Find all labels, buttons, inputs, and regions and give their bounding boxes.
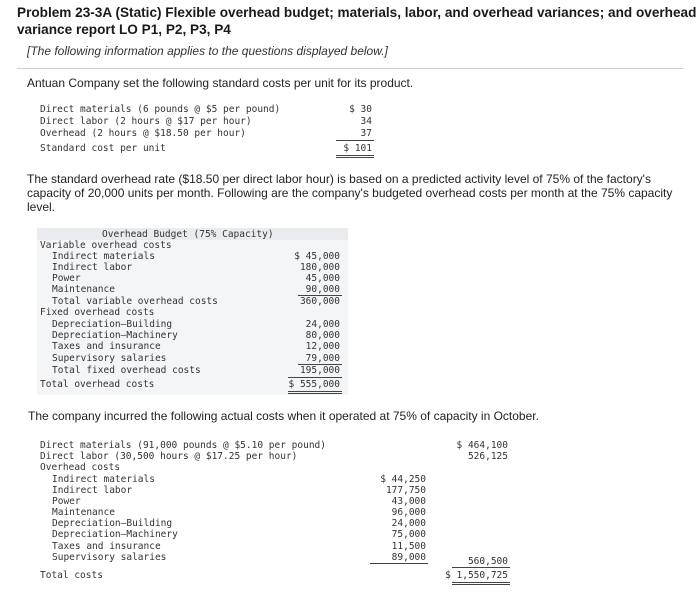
actual-overhead-item-label: Supervisory salaries xyxy=(52,552,167,563)
grand-total-value: $ 555,000 xyxy=(288,379,340,390)
actual-total-double-rule xyxy=(452,582,510,585)
problem-title xyxy=(17,4,696,38)
section-divider xyxy=(17,68,683,69)
variable-heading: Variable overhead costs xyxy=(40,240,172,251)
variable-item-value: $ 45,000 xyxy=(294,251,340,262)
fixed-item-label: Taxes and insurance xyxy=(52,341,161,352)
actual-overhead-item-value: 11,500 xyxy=(391,541,426,552)
actual-overhead-item-label: Depreciation—Building xyxy=(52,518,173,529)
fixed-item-value: 80,000 xyxy=(305,330,340,341)
grand-total-label: Total overhead costs xyxy=(40,379,155,390)
intro-text: Antuan Company set the following standard costs per unit for its product. xyxy=(27,76,414,90)
fixed-item-value: 24,000 xyxy=(305,319,340,330)
actual-overhead-total-value: 560,500 xyxy=(467,556,508,567)
actual-overhead-item-value: 75,000 xyxy=(391,529,426,540)
actual-overhead-item-value: 177,750 xyxy=(385,485,426,496)
std-subtotal-rule xyxy=(336,140,374,141)
overhead-paragraph xyxy=(27,172,672,214)
variable-item-value: 45,000 xyxy=(305,273,340,284)
actual-total-value: $ 1,550,725 xyxy=(445,570,508,581)
std-row-label: Direct materials (6 pounds @ $5 per pound) xyxy=(40,104,281,115)
problem-title-line-2: variance report LO P1, P2, P3, P4 xyxy=(17,22,231,37)
actual-overhead-item-label: Maintenance xyxy=(52,507,115,518)
variable-item-value: 90,000 xyxy=(305,284,340,295)
std-row-value: $ 30 xyxy=(349,104,372,115)
actual-overhead-item-label: Depreciation—Machinery xyxy=(52,529,178,540)
problem-title-line-1: Problem 23-3A (Static) Flexible overhead budget; materials, labor, and overhead variances; and overhead xyxy=(17,5,697,20)
actual-direct-labor-label: Direct labor (30,500 hours @ $17.25 per hour) xyxy=(40,451,298,462)
variable-total-value: 360,000 xyxy=(299,296,340,307)
fixed-total-value: 195,000 xyxy=(299,365,340,376)
fixed-item-value: 79,000 xyxy=(305,353,340,364)
actual-overhead-subtotal-rule xyxy=(370,563,428,564)
overhead-paragraph-line: capacity of 20,000 units per month. Following are the company's budgeted overhead costs per month at the 75% capacity xyxy=(27,186,673,200)
actual-intro-text: The company incurred the following actual costs when it operated at 75% of capacity in October. xyxy=(28,409,539,423)
actual-overhead-item-value: 96,000 xyxy=(391,507,426,518)
variable-total-label: Total variable overhead costs xyxy=(52,296,218,307)
actual-total-rule xyxy=(452,567,510,568)
info-note: [The following information applies to the questions displayed below.] xyxy=(27,44,388,58)
fixed-total-label: Total fixed overhead costs xyxy=(52,365,201,376)
actual-direct-materials-label: Direct materials (91,000 pounds @ $5.10 per pound) xyxy=(40,440,326,451)
actual-direct-materials-value: $ 464,100 xyxy=(456,440,508,451)
actual-overhead-item-label: Taxes and insurance xyxy=(52,541,161,552)
actual-overhead-item-value: 89,000 xyxy=(391,552,426,563)
actual-overhead-item-value: 24,000 xyxy=(391,518,426,529)
variable-item-value: 180,000 xyxy=(299,262,340,273)
std-row-label: Overhead (2 hours @ $18.50 per hour) xyxy=(40,128,246,139)
actual-overhead-item-value: $ 44,250 xyxy=(380,474,426,485)
actual-direct-labor-value: 526,125 xyxy=(467,451,508,462)
variable-item-label: Power xyxy=(52,273,81,284)
fixed-item-label: Depreciation—Machinery xyxy=(52,330,178,341)
budget-header: Overhead Budget (75% Capacity) xyxy=(102,229,274,240)
std-total-label: Standard cost per unit xyxy=(40,143,166,154)
overhead-paragraph-line: The standard overhead rate ($18.50 per direct labor hour) is based on a predicted activity level of 75% of the factory's xyxy=(27,172,651,186)
variable-item-label: Indirect materials xyxy=(52,251,155,262)
actual-overhead-item-label: Indirect labor xyxy=(52,485,133,496)
grand-total-rule xyxy=(288,377,342,378)
actual-overhead-item-label: Indirect materials xyxy=(52,474,155,485)
std-row-value: 37 xyxy=(360,128,372,139)
fixed-item-value: 12,000 xyxy=(305,341,340,352)
overhead-paragraph-line: level. xyxy=(27,200,56,214)
fixed-item-label: Supervisory salaries xyxy=(52,353,167,364)
std-row-label: Direct labor (2 hours @ $17 per hour) xyxy=(40,116,252,127)
std-total-double-rule xyxy=(336,155,374,158)
variable-item-label: Maintenance xyxy=(52,284,115,295)
variable-item-label: Indirect labor xyxy=(52,262,133,273)
actual-overhead-item-value: 43,000 xyxy=(391,496,426,507)
grand-total-double-rule xyxy=(288,391,342,394)
fixed-heading: Fixed overhead costs xyxy=(40,307,155,318)
actual-total-label: Total costs xyxy=(40,570,103,581)
std-total-value: $ 101 xyxy=(343,143,372,154)
std-row-value: 34 xyxy=(360,116,372,127)
actual-overhead-item-label: Power xyxy=(52,496,81,507)
actual-overhead-heading: Overhead costs xyxy=(40,462,121,473)
fixed-item-label: Depreciation—Building xyxy=(52,319,173,330)
